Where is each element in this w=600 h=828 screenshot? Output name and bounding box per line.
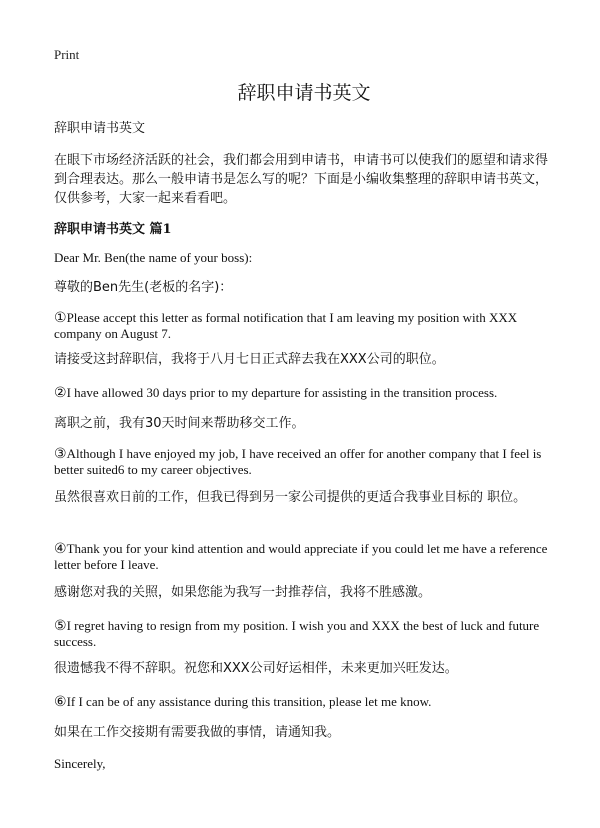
item-1-cn: 请接受这封辞职信，我将于八月七日正式辞去我在XXX公司的职位。 bbox=[54, 352, 445, 367]
print-link[interactable]: Print bbox=[54, 47, 80, 62]
item-5-cn: 很遗憾我不得不辞职。祝您和XXX公司好运相伴，未来更加兴旺发达。 bbox=[54, 661, 458, 676]
item-1-number: ① bbox=[54, 310, 67, 326]
subtitle: 辞职申请书英文 bbox=[54, 121, 146, 136]
page-title: 辞职申请书英文 bbox=[237, 82, 371, 104]
intro-paragraph: 在眼下市场经济活跃的社会，我们都会用到申请书，申请书可以使我们的愿望和请求得到合理表达。那么一般申请书是怎么写的呢？下面是小编收集整理的辞职申请书英文，仅供参考，大家一起来看看吧。 bbox=[54, 153, 549, 206]
item-2-number: ② bbox=[54, 385, 67, 401]
item-5-en-text: I regret having to resign from my position. I wish you and XXX the best of luck and future success. bbox=[54, 618, 540, 649]
salutation-en: Dear Mr. Ben(the name of your boss): bbox=[54, 250, 253, 265]
item-5-en bbox=[54, 618, 550, 650]
section-heading: 辞职申请书英文 篇1 bbox=[54, 222, 172, 237]
item-3-en bbox=[54, 446, 550, 478]
item-3-cn: 虽然很喜欢日前的工作，但我已得到另一家公司提供的更适合我事业目标的 职位。 bbox=[54, 490, 527, 505]
item-2-en bbox=[54, 385, 550, 401]
item-3-en-text: Although I have enjoyed my job, I have received an offer for another company that I feel is better suited6 to my career objectives. bbox=[54, 446, 542, 477]
item-4-cn: 感谢您对我的关照，如果您能为我写一封推荐信，我将不胜感激。 bbox=[54, 585, 432, 600]
item-2-cn: 离职之前，我有30天时间来帮助移交工作。 bbox=[54, 416, 305, 431]
item-6-en bbox=[54, 694, 550, 710]
item-6-cn: 如果在工作交接期有需要我做的事情，请通知我。 bbox=[54, 725, 341, 740]
item-4-en bbox=[54, 541, 550, 573]
item-5-number: ⑤ bbox=[54, 618, 67, 634]
salutation-cn: 尊敬的Ben先生(老板的名字)： bbox=[54, 280, 233, 295]
item-6-number: ⑥ bbox=[54, 694, 67, 710]
item-2-en-text: I have allowed 30 days prior to my departure for assisting in the transition process. bbox=[66, 385, 498, 400]
item-6-en-text: If I can be of any assistance during this transition, please let me know. bbox=[66, 694, 432, 709]
item-4-number: ④ bbox=[54, 541, 67, 557]
item-4-en-text: Thank you for your kind attention and would appreciate if you could let me have a reference letter before I leave. bbox=[54, 541, 548, 572]
item-1-en bbox=[54, 310, 550, 342]
item-3-number: ③ bbox=[54, 446, 67, 462]
closing: Sincerely, bbox=[54, 756, 106, 771]
item-1-en-text: Please accept this letter as formal notification that I am leaving my position with XXX company on August 7. bbox=[54, 310, 518, 341]
